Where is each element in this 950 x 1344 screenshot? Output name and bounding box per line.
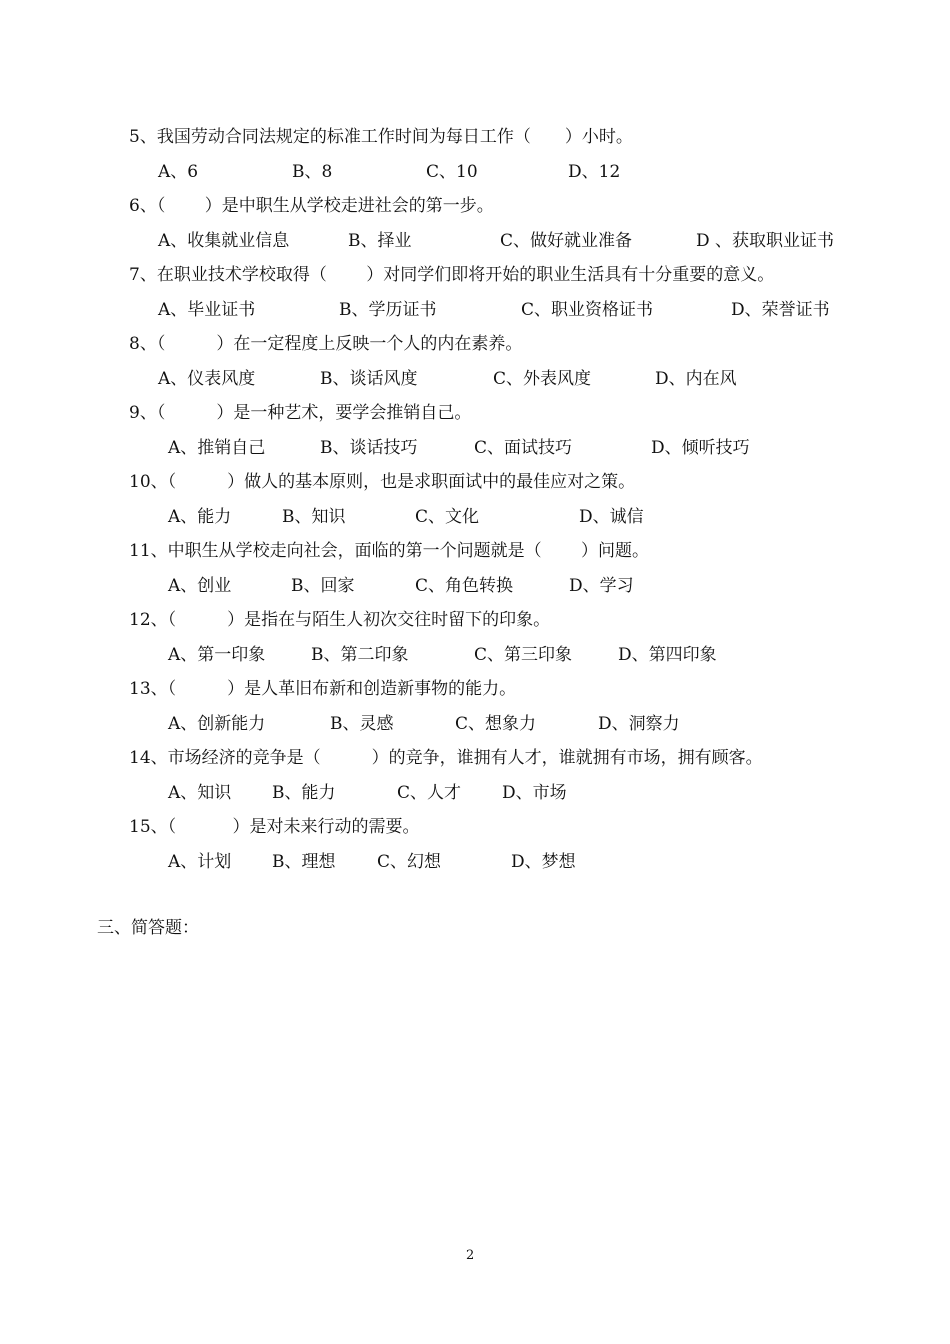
question-5: 5、我国劳动合同法规定的标准工作时间为每日工作（ ）小时。 (129, 127, 633, 147)
question-7: 7、在职业技术学校取得（ ）对同学们即将开始的职业生活具有十分重要的意义。 (129, 265, 775, 285)
option-15c: C、幻想 (377, 852, 442, 872)
option-6c: C、做好就业准备 (500, 231, 633, 251)
option-8a: A、仪表风度 (158, 369, 256, 389)
question-9: 9、（ ）是一种艺术，要学会推销自己。 (129, 403, 472, 423)
option-15b: B、理想 (272, 852, 336, 872)
option-9a: A、推销自己 (168, 438, 266, 458)
option-5a: A、6 (158, 162, 199, 182)
question-15: 15、（ ）是对未来行动的需要。 (129, 817, 420, 837)
option-11d: D、学习 (569, 576, 634, 596)
option-8d: D、内在风 (655, 369, 737, 389)
option-11b: B、回家 (291, 576, 355, 596)
question-8: 8、（ ）在一定程度上反映一个人的内在素养。 (129, 334, 523, 354)
option-8c: C、外表风度 (493, 369, 592, 389)
option-13d: D、洞察力 (598, 714, 680, 734)
option-15a: A、计划 (168, 852, 232, 872)
option-12c: C、第三印象 (474, 645, 573, 665)
option-10d: D、诚信 (579, 507, 644, 527)
option-5b: B、8 (292, 162, 333, 182)
option-12a: A、第一印象 (168, 645, 266, 665)
option-13c: C、想象力 (455, 714, 537, 734)
option-11a: A、创业 (168, 576, 232, 596)
option-7c: C、职业资格证书 (521, 300, 654, 320)
question-12: 12、（ ）是指在与陌生人初次交往时留下的印象。 (129, 610, 551, 630)
question-14: 14、市场经济的竞争是（ ）的竞争，谁拥有人才，谁就拥有市场，拥有顾客。 (129, 748, 763, 768)
option-12b: B、第二印象 (311, 645, 409, 665)
option-11c: C、角色转换 (415, 576, 514, 596)
option-13a: A、创新能力 (168, 714, 266, 734)
option-8b: B、谈话风度 (320, 369, 418, 389)
option-14d: D、市场 (502, 783, 567, 803)
option-7d: D、荣誉证书 (731, 300, 830, 320)
question-11: 11、中职生从学校走向社会，面临的第一个问题就是（ ）问题。 (129, 541, 650, 561)
option-10b: B、知识 (282, 507, 346, 527)
option-15d: D、梦想 (511, 852, 576, 872)
question-6: 6、（ ）是中职生从学校走进社会的第一步。 (129, 196, 494, 216)
option-7b: B、学历证书 (339, 300, 437, 320)
option-5c: C、10 (426, 162, 478, 182)
option-13b: B、灵感 (330, 714, 394, 734)
page-number: 2 (466, 1248, 475, 1263)
option-10c: C、文化 (415, 507, 480, 527)
option-9b: B、谈话技巧 (320, 438, 418, 458)
option-14a: A、知识 (168, 783, 232, 803)
question-13: 13、（ ）是人革旧布新和创造新事物的能力。 (129, 679, 517, 699)
option-5d: D、12 (568, 162, 621, 182)
question-10: 10、（ ）做人的基本原则，也是求职面试中的最佳应对之策。 (129, 472, 636, 492)
option-9d: D、倾听技巧 (651, 438, 750, 458)
option-14c: C、人才 (397, 783, 462, 803)
option-12d: D、第四印象 (618, 645, 717, 665)
option-6b: B、择业 (348, 231, 412, 251)
option-9c: C、面试技巧 (474, 438, 573, 458)
section-title: 三、简答题： (97, 918, 199, 938)
option-6d: D 、获取职业证书 (696, 231, 835, 251)
option-7a: A、毕业证书 (158, 300, 256, 320)
option-14b: B、能力 (272, 783, 336, 803)
option-6a: A、收集就业信息 (158, 231, 290, 251)
option-10a: A、能力 (168, 507, 232, 527)
